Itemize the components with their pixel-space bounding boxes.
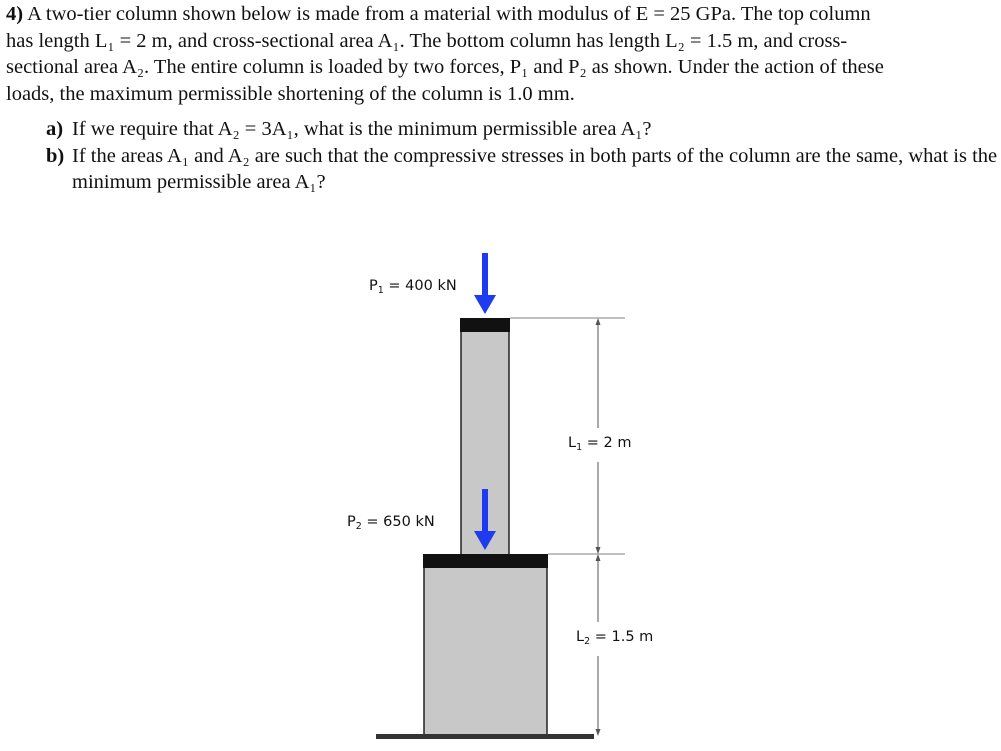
dimension-arrow-l1-top-icon xyxy=(596,318,601,325)
statement-line-4: loads, the maximum permissible shortening of the column is 1.0 mm. xyxy=(6,82,575,105)
part-b-label: b) xyxy=(46,144,65,167)
top-cap-plate xyxy=(460,318,510,332)
dimension-arrow-l2-top-icon xyxy=(596,554,601,561)
part-a-label: a) xyxy=(46,118,64,140)
p1-label: $P_1 = 400$ kN xyxy=(369,278,457,296)
part-b-text: If the areas A₁ and A₂ are such that the compressive stresses in both parts of the column are the same, what is the minimum permissible area A₁? xyxy=(72,144,998,193)
dimension-arrow-l1-bottom-icon xyxy=(596,547,601,554)
p2-label: $P_2 = 650$ kN xyxy=(347,514,435,532)
p1-arrow-icon xyxy=(474,253,496,314)
l1-label: $L_1 = 2$ m xyxy=(568,435,632,453)
statement-line-2: has length L₁ = 2 m, and cross-sectional area A₁. The bottom column has length L₂ = 1.5 m, and cross- xyxy=(6,29,848,52)
statement-line-1: 4) A two-tier column shown below is made from a material with modulus of E = 25 GPa. The top column xyxy=(6,3,871,25)
part-a-text: If we require that A₂ = 3A₁, what is the minimum permissible area A₁? xyxy=(72,118,652,140)
ground-line xyxy=(376,734,594,739)
middle-cap-plate xyxy=(423,554,548,568)
problem-number: 4) xyxy=(6,3,24,25)
dimension-arrow-l2-bottom-icon xyxy=(596,729,601,736)
statement-line-3: sectional area A₂. The entire column is loaded by two forces, P₁ and P₂ as shown. Under the action of these xyxy=(6,56,884,78)
l2-label: $L_2 = 1.5$ m xyxy=(576,629,654,647)
bottom-column xyxy=(424,567,547,735)
